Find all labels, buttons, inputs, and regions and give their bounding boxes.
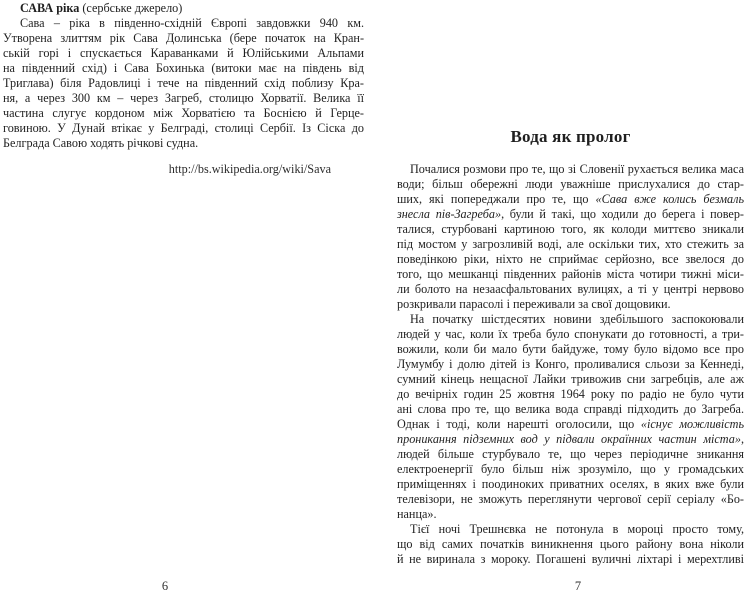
text-line: Сава – ріка в південно-східній Європі завдовжки 940 км. <box>20 16 364 30</box>
text-line: телевізори, не зможуть переглянути чергової серії серіалу «Бо- <box>397 492 744 506</box>
text-line: людей більше стурбувало те, що через періодичне зникання <box>397 447 744 461</box>
text-line: Тієї ночі Трешнєвка не потонула в мороці просто тому, <box>410 522 744 536</box>
text-line: проникання підземних вод у підвали окраїнних частин міста», <box>397 432 744 446</box>
text-line: говиною. У Дунай втікає у Белграді, столиці Сербії. Із Сіска до <box>3 121 364 135</box>
paragraph <box>397 312 744 522</box>
text-line: знесла пів-Загреба», були й такі, що ходили до берега і повер- <box>397 207 744 221</box>
text-line: електроенергії було більш ніж зрозуміло, що у громадських <box>397 462 744 476</box>
text-line: ані слова про те, що велика вода справді підходить до Загреба. <box>397 402 744 416</box>
entry-term: САВА ріка <box>20 1 80 15</box>
text-line: й не виринала з мороку. Погашені вуличні ліхтарі і мерехтливі <box>397 552 744 566</box>
text-line: талися, стурбовані картиною того, як колоди миттєво зникали <box>397 222 744 236</box>
page-number-left: 6 <box>161 579 169 593</box>
text-line: людей у час, коли їх треба було спонукати до готовності, а три- <box>397 327 744 341</box>
text-line: ших, які попереджали про те, що «Сава вже колись безмаль <box>397 192 744 206</box>
text-line: Триглава) біля Радовлиці і тече на південний схід поблизу Кра- <box>3 76 364 90</box>
entry-heading-rest: (сербське джерело) <box>79 1 183 15</box>
text-line: води; більш обережні люди уважніше прислухалися до стар- <box>397 177 744 191</box>
text-line: частина слугує кордоном між Хорватією та Боснією й Герце- <box>3 106 364 120</box>
text-line: На початку шістдесятих новини здебільшого заспокоювали <box>410 312 744 326</box>
text-line: Однак і тоді, коли нарешті оголосили, що «існує можливість <box>397 417 744 431</box>
text-line: вожили, коли би мало бути байдуже, тому було відомо все про <box>397 342 744 356</box>
text-line: ській горі і спускається Караванками й Юлійськими Альпами <box>3 46 364 60</box>
chapter-title: Вода як пролог <box>510 127 631 146</box>
text-line: розкривали парасолі і переживали за свої дощовики. <box>397 297 671 311</box>
entry-heading <box>3 1 364 16</box>
right-page <box>397 126 744 567</box>
text-line: того, що мешканці південних районів міста чотири тижні міси- <box>397 267 744 281</box>
source-url: http://bs.wikipedia.org/wiki/Sava <box>168 162 331 176</box>
paragraph <box>397 522 744 567</box>
paragraph <box>397 162 744 312</box>
text-line: ли болото на незаасфальтованих вулицях, а ті у центрі нервово <box>397 282 744 296</box>
left-page <box>3 1 364 177</box>
text-line: на південний схід) і Сава Бохинька (витоки має на південь від <box>3 61 364 75</box>
text-line: до вечірніх годин 25 жовтня 1964 року по радіо не було чути <box>397 387 744 401</box>
text-line: Лумумбу і долю дітей із Конго, проливалися сльози за Кеннеді, <box>397 357 744 371</box>
text-line: поведінкою ріки, ніхто не сприймає серйозно, все звелося до <box>397 252 744 266</box>
text-line: Почалися розмови про те, що зі Словенії рухається велика маса <box>410 162 744 176</box>
page-number-right: 7 <box>574 579 582 593</box>
text-line: Утворена злиттям рік Сава Долинська (бере початок на Кран- <box>3 31 364 45</box>
text-line: нанца». <box>397 507 437 521</box>
definition-paragraph <box>3 16 364 151</box>
text-line: приміщеннях і поодиноких приватних оселях, в яких вже були <box>397 477 744 491</box>
text-line: Белграда Савою ходять річкові судна. <box>3 136 199 150</box>
text-line: сумний кінець нещасної Лайки тривожив сни загребців, але аж <box>397 372 744 386</box>
text-line: ня, а через 300 км – через Загреб, столицю Хорватії. Велика її <box>3 91 364 105</box>
text-line: під мостом у загрозливій воді, але оскільки тих, хто стежить за <box>397 237 744 251</box>
text-line: що від самих початків виникнення цього району вона ніколи <box>397 537 744 551</box>
